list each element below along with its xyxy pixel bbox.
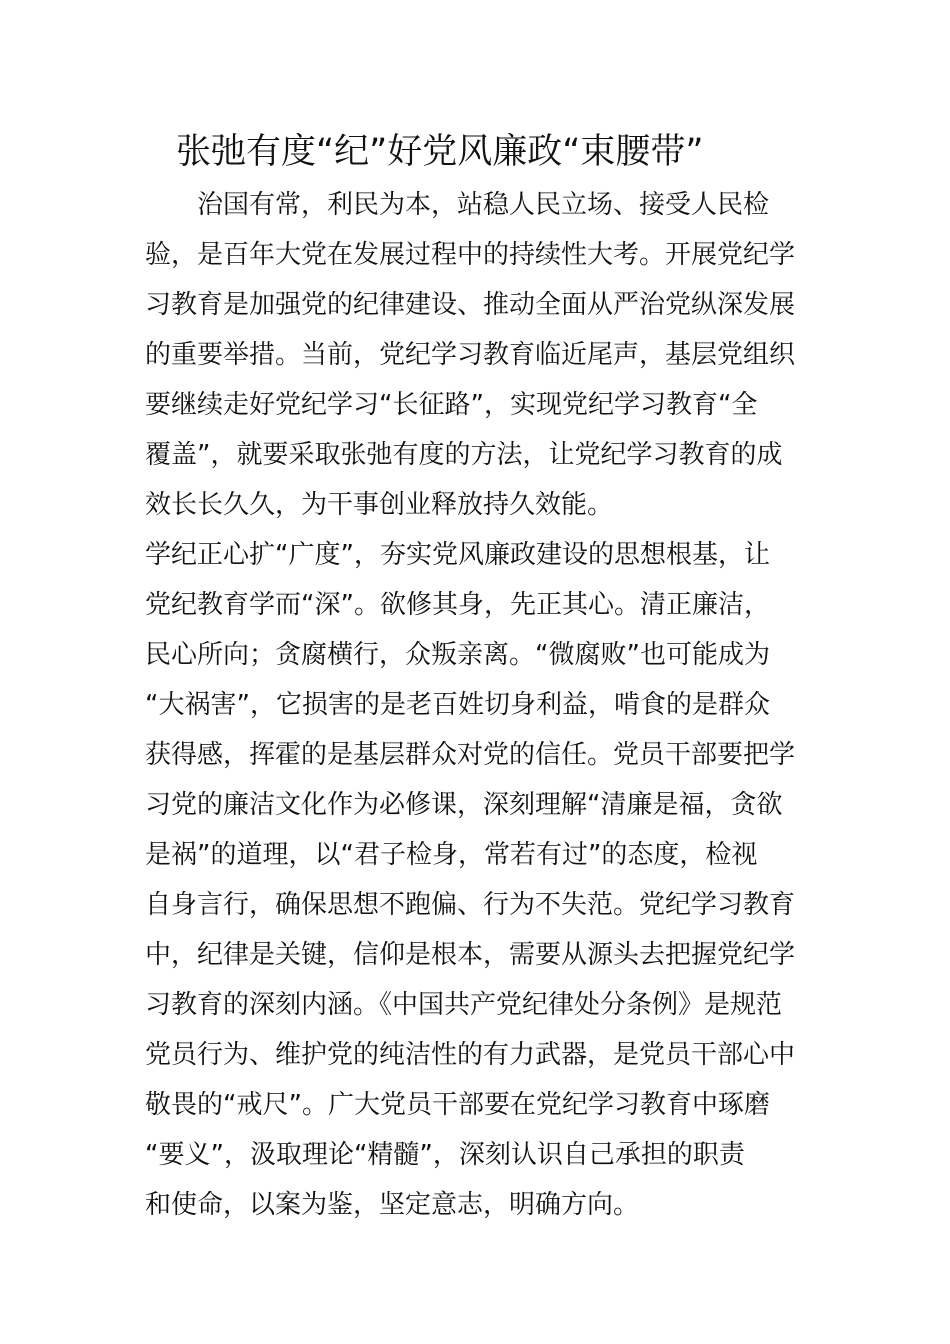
body-line: 是祸”的道理，以“君子检身，常若有过”的态度，检视 xyxy=(145,840,758,870)
body-line: 习党的廉洁文化作为必修课，深刻理解“清廉是福，贪欲 xyxy=(145,790,783,820)
body-line: 敬畏的“戒尺”。广大党员干部要在党纪学习教育中琢磨 xyxy=(145,1090,770,1120)
body-line: 党纪教育学而“深”。欲修其身，先正其心。清正廉洁， xyxy=(145,590,770,620)
body-line: 党员行为、维护党的纯洁性的有力武器，是党员干部心中 xyxy=(145,1040,796,1070)
body-line: 覆盖”，就要采取张弛有度的方法，让党纪学习教育的成 xyxy=(145,440,783,470)
body-line: “要义”，汲取理论“精髓”，深刻认识自己承担的职责 xyxy=(145,1140,745,1170)
body-line: 获得感，挥霍的是基层群众对党的信任。党员干部要把学 xyxy=(145,740,796,770)
body-line: “大祸害”，它损害的是老百姓切身利益，啃食的是群众 xyxy=(145,690,770,720)
body-line: 要继续走好党纪学习“长征路”，实现党纪学习教育“全 xyxy=(145,390,758,420)
document-title: 张弛有度“纪”好党风廉政“束腰带” xyxy=(176,132,704,172)
body-line: 习教育的深刻内涵。《中国共产党纪律处分条例》是规范 xyxy=(145,990,783,1020)
body-line: 的重要举措。当前，党纪学习教育临近尾声，基层党组织 xyxy=(145,340,796,370)
body-line: 中，纪律是关键，信仰是根本，需要从源头去把握党纪学 xyxy=(145,940,796,970)
document-body xyxy=(145,180,815,1230)
body-line: 治国有常，利民为本，站稳人民立场、接受人民检 xyxy=(145,190,770,220)
body-line: 效长长久久，为干事创业释放持久效能。 xyxy=(145,490,614,520)
body-line: 习教育是加强党的纪律建设、推动全面从严治党纵深发展 xyxy=(145,290,796,320)
body-line: 自身言行，确保思想不跑偏、行为不失范。党纪学习教育 xyxy=(145,890,796,920)
body-line: 学纪正心扩“广度”，夯实党风廉政建设的思想根基，让 xyxy=(145,540,770,570)
body-line: 验，是百年大党在发展过程中的持续性大考。开展党纪学 xyxy=(145,240,796,270)
body-line: 和使命，以案为鉴，坚定意志，明确方向。 xyxy=(145,1190,640,1220)
body-line: 民心所向；贪腐横行，众叛亲离。“微腐败”也可能成为 xyxy=(145,640,770,670)
